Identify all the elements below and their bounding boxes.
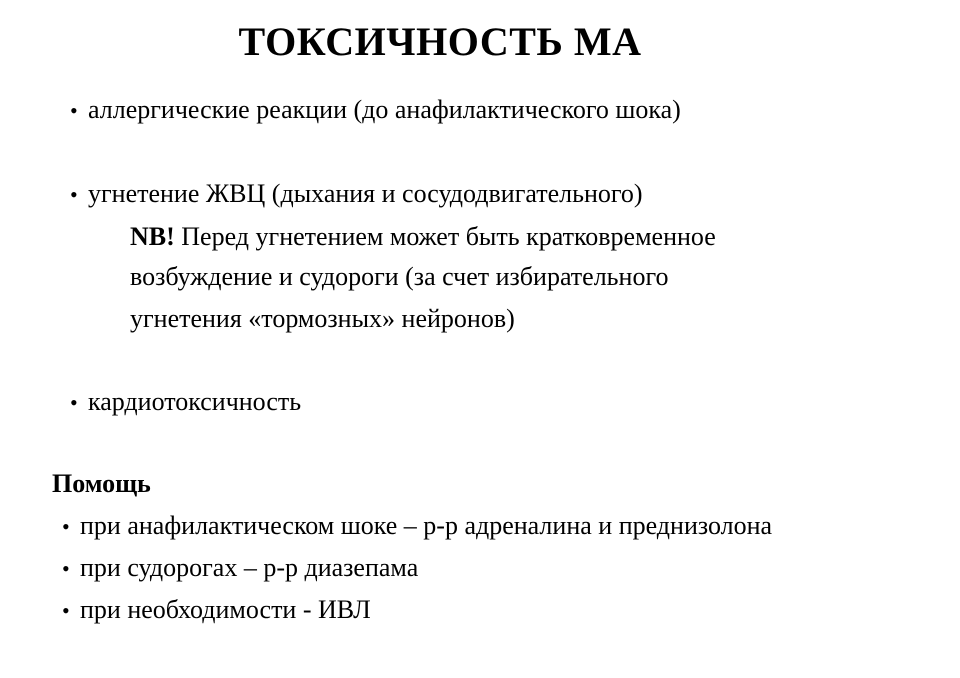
help-item-ventilation <box>62 594 371 625</box>
help-item-text: при необходимости - ИВЛ <box>80 595 371 624</box>
bullet-icon: • <box>62 514 70 539</box>
help-heading: Помощь <box>52 469 151 498</box>
bullet-icon: • <box>62 556 70 581</box>
nb-label: NB! <box>130 222 175 251</box>
help-item-text: при анафилактическом шоке – р-р адреналина и преднизолона <box>80 511 773 540</box>
help-item-anaphylaxis <box>62 510 772 541</box>
nb-note-text: Перед угнетением может быть кратковременное <box>174 222 716 251</box>
bullet-icon: • <box>62 598 70 623</box>
toxicity-item-text: кардиотоксичность <box>88 387 302 416</box>
toxicity-item-allergy <box>70 94 681 125</box>
toxicity-item-text: угнетение ЖВЦ (дыхания и сосудодвигательного) <box>88 179 643 208</box>
help-item-text: при судорогах – р-р диазепама <box>80 553 419 582</box>
slide-title: ТОКСИЧНОСТЬ МА <box>238 19 642 64</box>
help-item-seizures <box>62 552 418 583</box>
nb-note-line-1 <box>130 221 716 252</box>
nb-note-line-2: возбуждение и судороги (за счет избирательного <box>130 262 669 291</box>
bullet-icon: • <box>70 182 78 207</box>
toxicity-item-cns <box>70 178 643 209</box>
nb-note-line-3: угнетения «тормозных» нейронов) <box>130 304 515 333</box>
bullet-icon: • <box>70 390 78 415</box>
toxicity-item-text: аллергические реакции (до анафилактического шока) <box>88 95 681 124</box>
toxicity-item-cardio <box>70 386 301 417</box>
bullet-icon: • <box>70 98 78 123</box>
